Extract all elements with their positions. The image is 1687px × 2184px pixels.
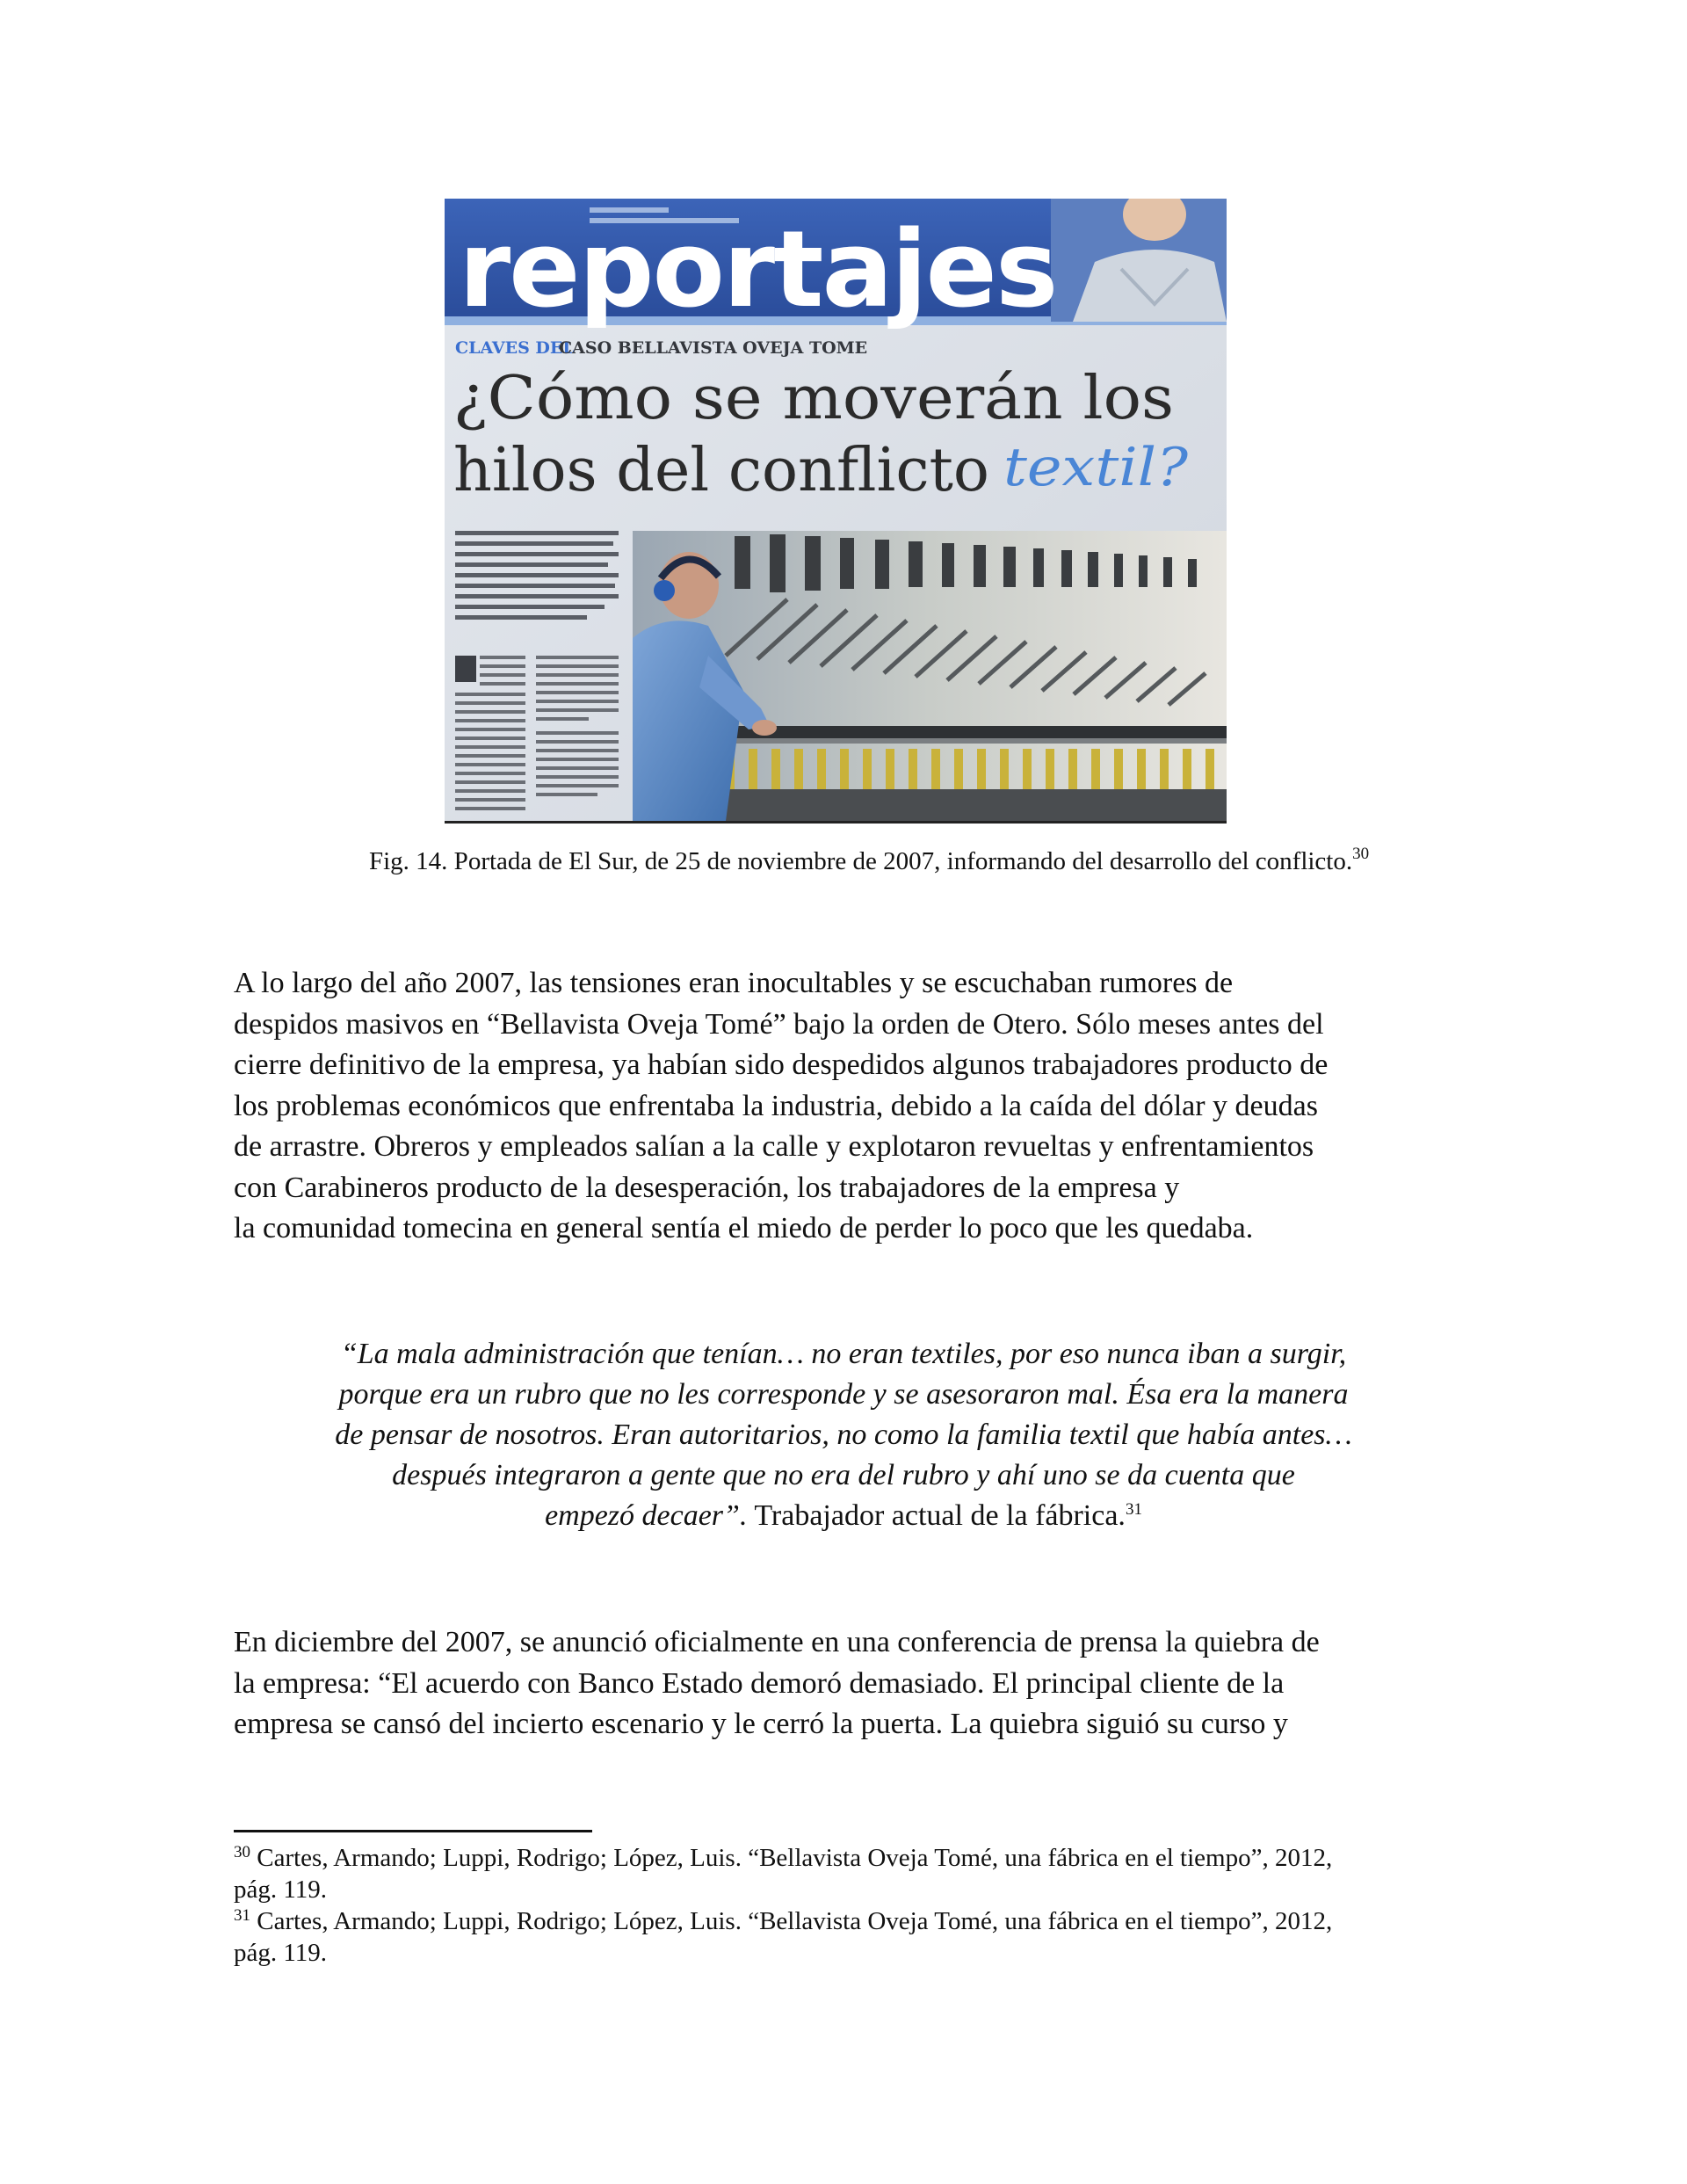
footnote-line [234, 1905, 1464, 1937]
quote-line: “La mala administración que tenían… no eran textiles, por eso nunca iban a surgir, [340, 1338, 1347, 1370]
caption-text: Fig. 14. Portada de El Sur, de 25 de noviembre de 2007, informando del desarrollo del conflicto. [369, 847, 1353, 875]
quote-line: después integraron a gente que no era del rubro y ahí uno se da cuenta que [392, 1459, 1295, 1491]
quote-footnote-ref: 31 [1125, 1500, 1142, 1519]
footnote-text: Cartes, Armando; Luppi, Rodrigo; López, Luis. “Bellavista Oveja Tomé, una fábrica en el tiempo”, 2012, [250, 1844, 1333, 1872]
footnote-number: 30 [234, 1843, 250, 1861]
paragraph-1-line: con Carabineros producto de la desesperación, los trabajadores de la empresa y [234, 1171, 1180, 1204]
quote-attribution: Trabajador actual de la fábrica. [747, 1499, 1126, 1532]
footnote-line: pág. 119. [234, 1876, 328, 1904]
paragraph-2 [234, 1622, 1464, 1745]
kicker-colored: CLAVES DEL [455, 338, 575, 358]
quote-line: porque era un rubro que no les corresponde y se asesoraron mal. Ésa era la manera [338, 1378, 1349, 1411]
lead-text-lines [455, 531, 619, 620]
newspaper-illustration [445, 199, 1227, 821]
footnote-line: pág. 119. [234, 1939, 328, 1967]
figure-bottom-rule [445, 821, 1227, 824]
newspaper-front-page-image [445, 199, 1227, 821]
paragraph-1-line: cierre definitivo de la empresa, ya habían sido despedidos algunos trabajadores producto de [234, 1048, 1329, 1081]
paragraph-2-line: empresa se cansó del incierto escenario y le cerró la puerta. La quiebra siguió su curso y [234, 1708, 1288, 1740]
figure-caption [369, 844, 1459, 879]
footnote-30 [234, 1842, 1464, 1905]
quote-last-line [234, 1496, 1453, 1536]
footnote-line [234, 1842, 1464, 1874]
footnote-31 [234, 1905, 1464, 1969]
paragraph-1-line: los problemas económicos que enfrentaba la industria, debido a la caída del dólar y deudas [234, 1089, 1318, 1122]
paragraph-2-line: la empresa: “El acuerdo con Banco Estado demoró demasiado. El principal cliente de la [234, 1666, 1285, 1700]
footnote-separator [234, 1830, 592, 1832]
paragraph-1-line: la comunidad tomecina en general sentía el miedo de perder lo poco que les quedaba. [234, 1212, 1254, 1244]
footnotes [234, 1842, 1464, 1969]
footnote-text: Cartes, Armando; Luppi, Rodrigo; López, Luis. “Bellavista Oveja Tomé, una fábrica en el tiempo”, 2012, [250, 1907, 1333, 1935]
paragraph-2-line: En diciembre del 2007, se anunció oficialmente en una conferencia de prensa la quiebra de [234, 1626, 1320, 1658]
footnote-number: 31 [234, 1906, 250, 1925]
headline-textil: textil? [1003, 437, 1189, 498]
factory-photo [633, 531, 1227, 821]
headline-line1: ¿Cómo se moverán los [453, 364, 1174, 433]
headline-line2: hilos del conflicto [453, 436, 989, 505]
paragraph-1 [234, 963, 1464, 1250]
block-quote [234, 1334, 1453, 1536]
paragraph-1-line: despidos masivos en “Bellavista Oveja Tomé” bajo la orden de Otero. Sólo meses antes del [234, 1007, 1324, 1041]
masthead-text: reportajes [459, 209, 1057, 331]
quote-line: de pensar de nosotros. Eran autoritarios, no como la familia textil que había antes… [335, 1419, 1352, 1451]
paragraph-1-line: A lo largo del año 2007, las tensiones eran inocultables y se escuchaban rumores de [234, 967, 1234, 999]
caption-footnote-ref: 30 [1352, 845, 1370, 863]
kicker-rest: CASO BELLAVISTA OVEJA TOME [559, 338, 868, 358]
paragraph-1-line: de arrastre. Obreros y empleados salían a la calle y explotaron revueltas y enfrentamientos [234, 1130, 1314, 1163]
quote-last-italic: empezó decaer”. [545, 1499, 748, 1532]
